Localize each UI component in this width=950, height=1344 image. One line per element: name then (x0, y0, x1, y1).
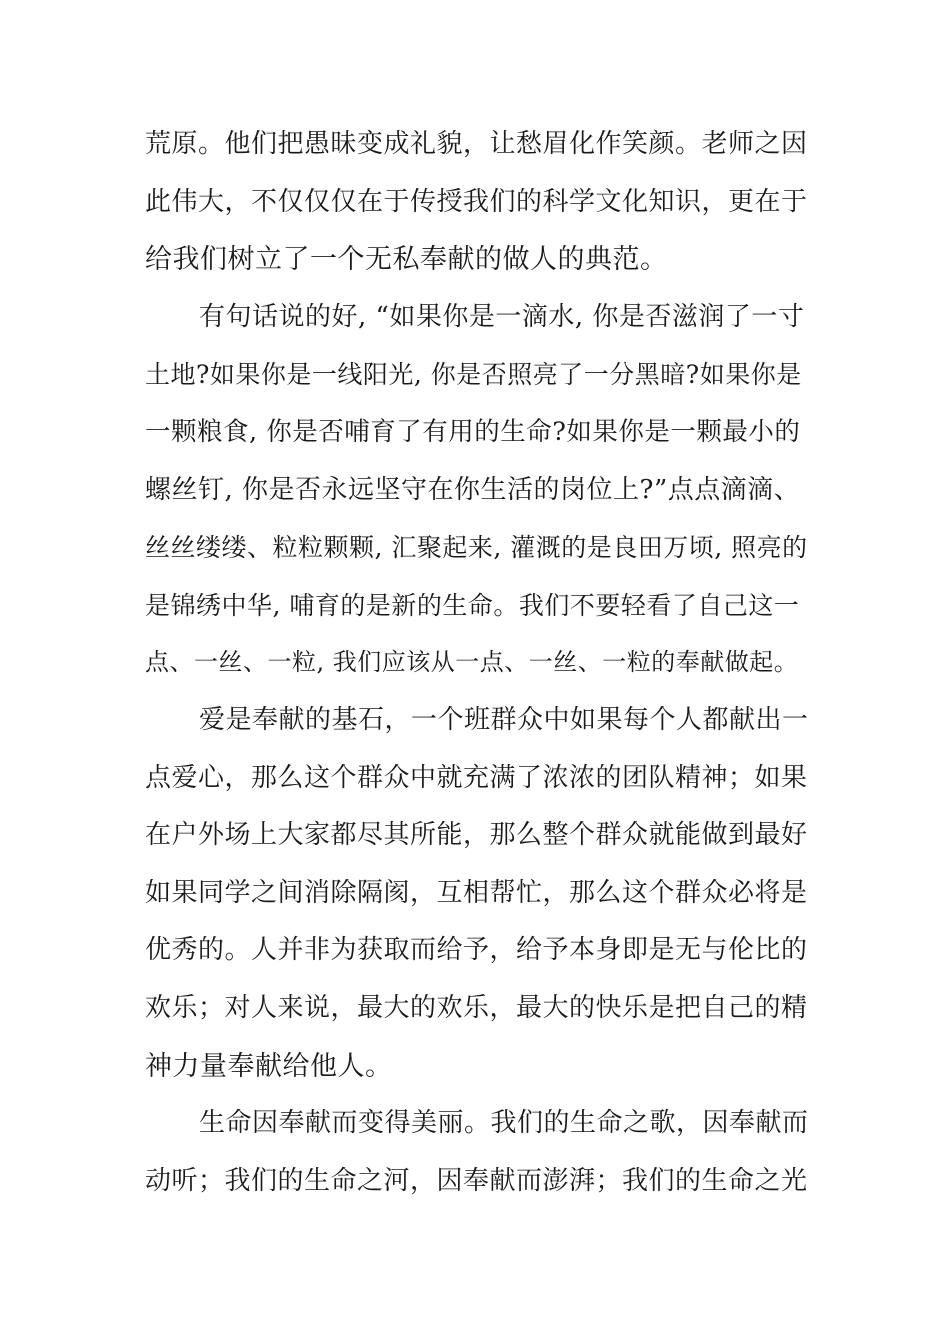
text-line: 荒原。他们把愚昧变成礼貌，让愁眉化作笑颜。老师之因 (145, 129, 808, 159)
text-line: 如果同学之间消除隔阂，互相帮忙，那么这个群众必将是 (145, 877, 808, 908)
text-line: 神力量奉献给他人。 (145, 1050, 393, 1082)
body-text (145, 116, 810, 1210)
paragraph-start-line: 有句话说的好, “如果你是一滴水, 你是否滋润了一寸 (199, 301, 805, 332)
text-line: 一颗粮食, 你是否哺育了有用的生命?如果你是一颗最小的 (145, 416, 801, 447)
text-line: 在户外场上大家都尽其所能，那么整个群众就能做到最好 (145, 820, 808, 851)
paragraph-start-line: 生命因奉献而变得美丽。我们的生命之歌，因奉献而 (199, 1108, 809, 1139)
text-line: 动听；我们的生命之河，因奉献而澎湃；我们的生命之光 (145, 1165, 808, 1196)
text-line: 点、一丝、一粒, 我们应该从一点、一丝、一粒的奉献做起。 (145, 648, 799, 677)
text-line: 优秀的。人并非为获取而给予，给予本身即是无与伦比的 (145, 935, 808, 966)
paragraph-start-line: 爱是奉献的基石，一个班群众中如果每个人都献出一 (199, 704, 809, 735)
text-line: 丝丝缕缕、粒粒颗颗, 汇聚起来, 灌溉的是良田万顷, 照亮的 (145, 533, 808, 563)
text-line: 给我们树立了一个无私奉献的做人的典范。 (145, 244, 668, 276)
text-line: 是锦绣中华, 哺育的是新的生命。我们不要轻看了自己这一 (145, 590, 800, 620)
text-line: 土地?如果你是一线阳光, 你是否照亮了一分黑暗?如果你是 (145, 360, 802, 390)
text-line: 欢乐；对人来说，最大的欢乐，最大的快乐是把自己的精 (145, 992, 808, 1023)
text-line: 此伟大，不仅仅仅在于传授我们的科学文化知识，更在于 (145, 186, 808, 217)
text-line: 点爱心，那么这个群众中就充满了浓浓的团队精神；如果 (145, 762, 808, 793)
text-line: 螺丝钉, 你是否永远坚守在你生活的岗位上?”点点滴滴、 (145, 474, 801, 505)
